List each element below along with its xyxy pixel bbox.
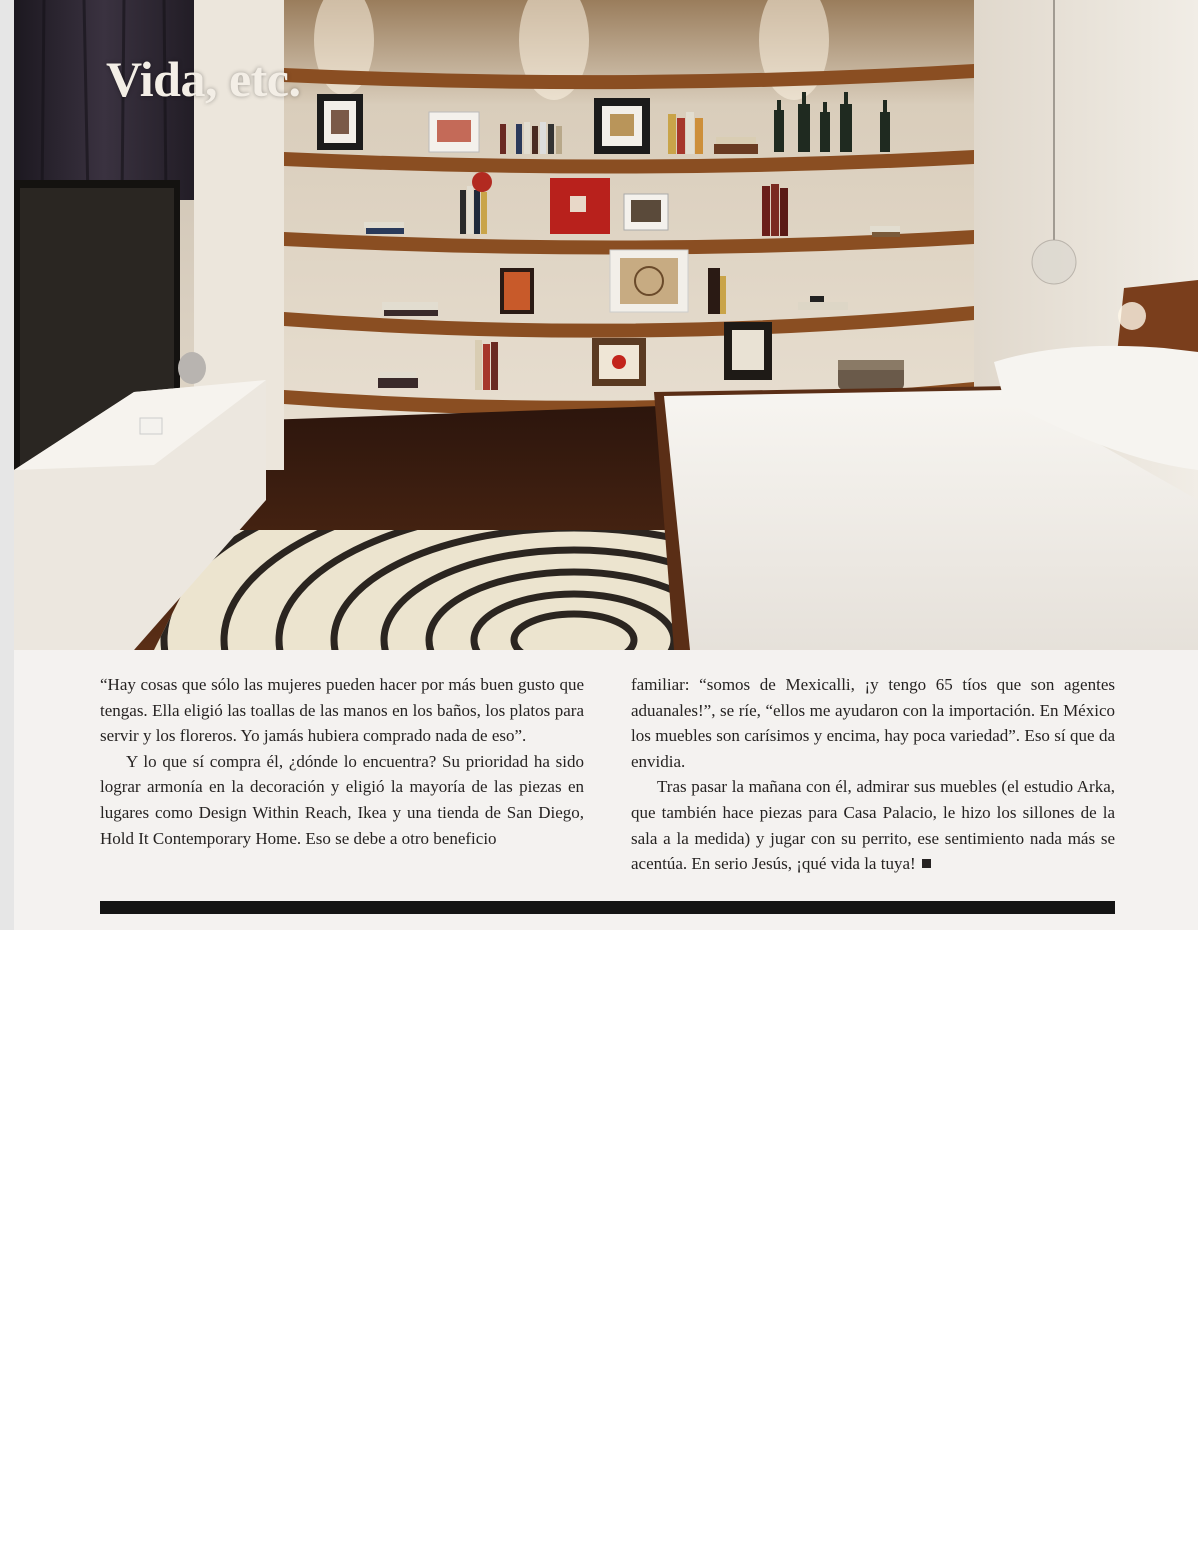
bedroom-photo [14,0,1198,650]
skull-decor [178,352,206,384]
pendant-lamp [1032,240,1076,284]
article-column-right [631,672,1115,877]
section-title: Vida, etc. [106,51,301,107]
paragraph: Tras pasar la mañana con él, admirar sus muebles (el estudio Arka, que también hace piezas para Casa Palacio, le hizo los sillones de la sala a la medida) y jugar con su perrito, ese sentimiento nada más se acentúa. En serio Jesús, ¡qué vida la tuya! [631,777,1115,874]
paragraph: Y lo que sí compra él, ¿dónde lo encuentra? Su prioridad ha sido lograr armonía en la decoración y eligió la mayoría de las piezas en lugares como Design Within Reach, Ikea y una tienda de San Diego, Hold It Contemporary Home. Eso se debe a otro beneficio [100,751,584,848]
scan-edge [0,0,14,930]
end-mark-icon [922,859,931,868]
paragraph: familiar: “somos de Mexicalli, ¡y tengo 65 tíos que son agentes aduanales!”, se ríe, “ellos me ayudaron con la importación. En México los muebles son carísimos y encima, hay poca variedad”. Eso sí que da envidia. [631,675,1115,771]
article-column-left [100,672,584,851]
paragraph-with-end-mark [631,774,1115,876]
bottom-rule [100,901,1115,914]
paragraph: “Hay cosas que sólo las mujeres pueden hacer por más buen gusto que tengas. Ella eligió las toallas de las manos en los baños, los platos para servir y los floreros. Yo jamás hubiera comprado nada de eso”. [100,675,584,746]
